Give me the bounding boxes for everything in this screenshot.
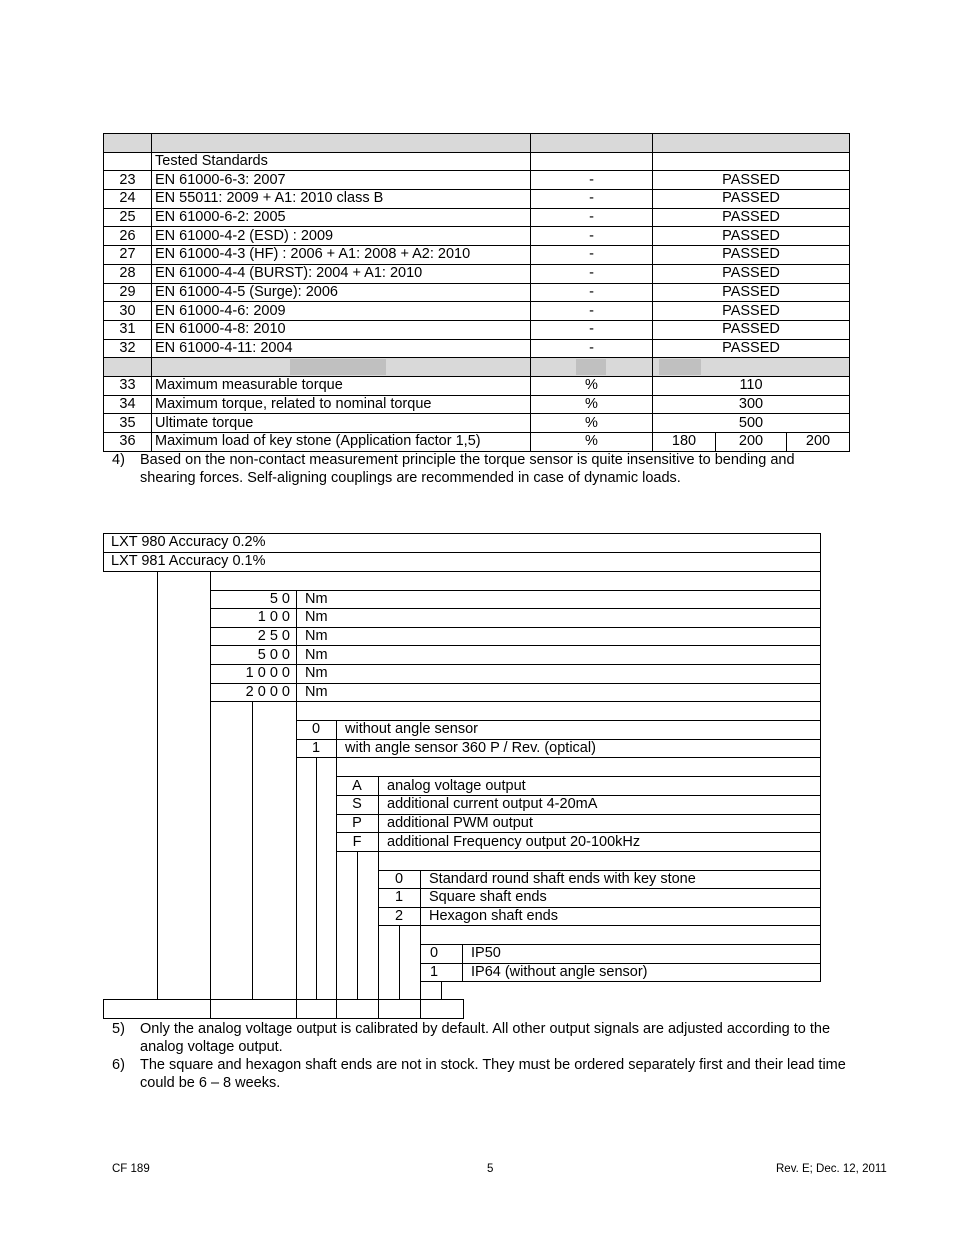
output-code: A (352, 778, 362, 794)
footnote-6: 6) The square and hexagon shaft ends are not in stock. They must be ordered separately first and their lead time could be 6 – 8 weeks. (112, 1057, 846, 1091)
shaft-code: 0 (394, 871, 404, 887)
shaft-desc: Hexagon shaft ends (429, 908, 558, 924)
table-row: 33 Maximum measurable torque % 110 (104, 376, 850, 395)
output-desc: analog voltage output (387, 778, 526, 794)
footnote-5: 5) Only the analog voltage output is calibrated by default. All other output signals are adjusted according to the analog voltage output. (112, 1021, 831, 1055)
output-desc: additional PWM output (387, 815, 533, 831)
output-desc: additional current output 4-20mA (387, 796, 598, 812)
table-row: 26 EN 61000-4-2 (ESD) : 2009 - PASSED (104, 227, 850, 246)
range-table (210, 590, 821, 702)
protection-desc: IP64 (without angle sensor) (471, 964, 648, 980)
table-row: 27 EN 61000-4-3 (HF) : 2006 + A1: 2008 + A2: 2010 - PASSED (104, 246, 850, 265)
section-label: Tested Standards (152, 152, 531, 171)
shaft-desc: Standard round shaft ends with key stone (429, 871, 696, 887)
angle-desc: without angle sensor (345, 721, 478, 737)
protection-desc: IP50 (471, 945, 501, 961)
angle-code: 0 (311, 721, 321, 737)
output-desc: additional Frequency output 20-100kHz (387, 834, 641, 850)
protection-code: 1 (429, 964, 439, 980)
table-row: 32 EN 61000-4-11: 2004 - PASSED (104, 339, 850, 358)
spec-table (103, 133, 850, 452)
order-code-entry (103, 999, 464, 1019)
shaft-desc: Square shaft ends (429, 889, 547, 905)
range-unit: Nm (305, 628, 328, 644)
range-value: 5 0 (269, 591, 290, 607)
shaft-code: 2 (394, 908, 404, 924)
table-row: 36 Maximum load of key stone (Application factor 1,5) % 180 200 200 (104, 433, 850, 452)
range-value: 2 5 0 (257, 628, 290, 644)
footer-doc-id: CF 189 (112, 1163, 150, 1175)
shaft-code: 1 (394, 889, 404, 905)
range-unit: Nm (305, 665, 328, 681)
table-row: 29 EN 61000-4-5 (Surge): 2006 - PASSED (104, 283, 850, 302)
table-row: 28 EN 61000-4-4 (BURST): 2004 + A1: 2010 - PASSED (104, 264, 850, 283)
table-row: 30 EN 61000-4-6: 2009 - PASSED (104, 302, 850, 321)
range-value: 2 0 0 0 (245, 684, 290, 700)
table-row: 24 EN 55011: 2009 + A1: 2010 class B - PASSED (104, 190, 850, 209)
accuracy-label: LXT 980 Accuracy 0.2% (111, 534, 266, 550)
page-number: 5 (487, 1163, 494, 1175)
table-row: 31 EN 61000-4-8: 2010 - PASSED (104, 320, 850, 339)
table-row: 34 Maximum torque, related to nominal torque % 300 (104, 395, 850, 414)
output-code: S (352, 796, 362, 812)
range-unit: Nm (305, 684, 328, 700)
table-row: 35 Ultimate torque % 500 (104, 414, 850, 433)
table-header-row (104, 134, 850, 153)
table-separator-row (104, 358, 850, 377)
footer-revision: Rev. E; Dec. 12, 2011 (776, 1163, 887, 1175)
angle-code: 1 (311, 740, 321, 756)
range-value: 5 0 0 (257, 647, 290, 663)
table-row: 23 EN 61000-6-3: 2007 - PASSED (104, 171, 850, 190)
range-unit: Nm (305, 647, 328, 663)
table-row: 25 EN 61000-6-2: 2005 - PASSED (104, 208, 850, 227)
protection-code: 0 (429, 945, 439, 961)
output-code: P (352, 815, 362, 831)
range-value: 1 0 0 0 (245, 665, 290, 681)
section-row (104, 152, 850, 171)
angle-desc: with angle sensor 360 P / Rev. (optical) (345, 740, 596, 756)
range-unit: Nm (305, 609, 328, 625)
output-code: F (352, 834, 362, 850)
range-value: 1 0 0 (257, 609, 290, 625)
footnote-4: 4) Based on the non-contact measurement principle the torque sensor is quite insensitive to bending and shearing forces. Self-aligning couplings are recommended in case of dynamic loads. (112, 452, 795, 486)
accuracy-label: LXT 981 Accuracy 0.1% (111, 553, 266, 569)
range-unit: Nm (305, 591, 328, 607)
